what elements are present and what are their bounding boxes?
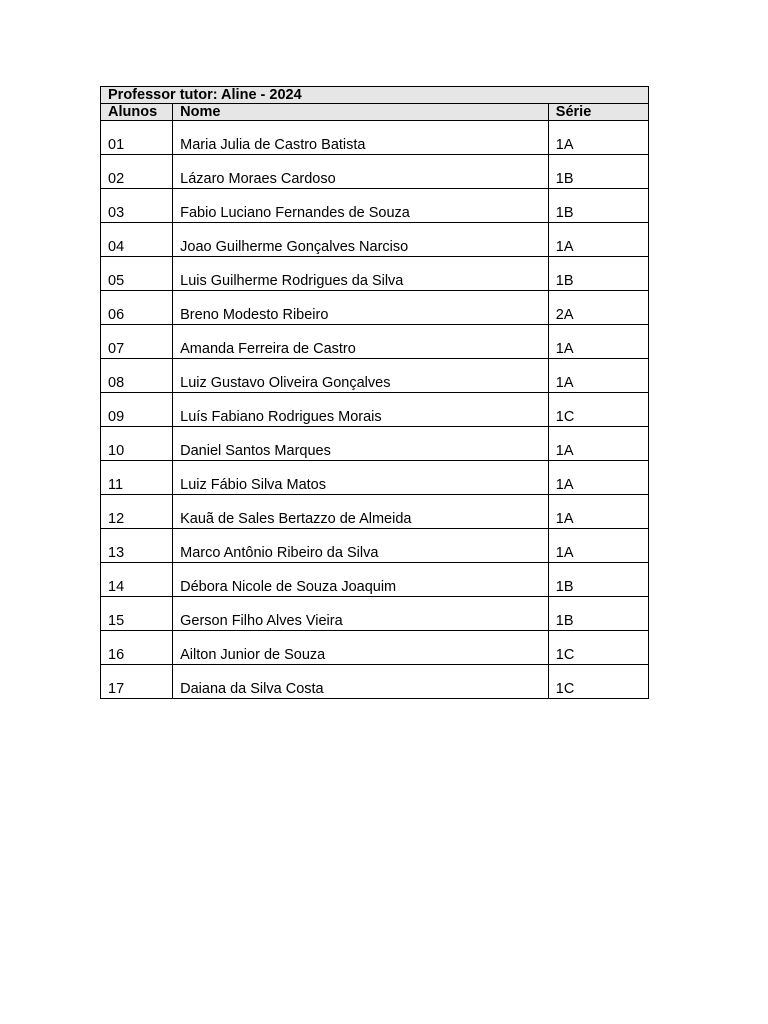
student-number-cell: 02	[101, 155, 173, 189]
student-grade-cell: 1B	[548, 155, 648, 189]
table-title: Professor tutor: Aline - 2024	[101, 87, 649, 104]
header-nome: Nome	[173, 104, 549, 121]
student-number-cell: 12	[101, 495, 173, 529]
table-row	[101, 359, 649, 393]
student-number-cell: 11	[101, 461, 173, 495]
table-row	[101, 427, 649, 461]
student-number-cell: 08	[101, 359, 173, 393]
student-name-cell: Ailton Junior de Souza	[173, 631, 549, 665]
student-number-cell: 15	[101, 597, 173, 631]
table-row	[101, 325, 649, 359]
student-grade-cell: 1C	[548, 631, 648, 665]
student-number-cell: 17	[101, 665, 173, 699]
table-row	[101, 291, 649, 325]
student-grade-cell: 1A	[548, 529, 648, 563]
student-number-cell: 16	[101, 631, 173, 665]
header-serie: Série	[548, 104, 648, 121]
student-name-cell: Joao Guilherme Gonçalves Narciso	[173, 223, 549, 257]
header-row	[101, 104, 649, 121]
table-row	[101, 529, 649, 563]
student-number-cell: 05	[101, 257, 173, 291]
header-alunos: Alunos	[101, 104, 173, 121]
student-number-cell: 10	[101, 427, 173, 461]
table-row	[101, 155, 649, 189]
student-number-cell: 09	[101, 393, 173, 427]
student-grade-cell: 1A	[548, 427, 648, 461]
student-name-cell: Marco Antônio Ribeiro da Silva	[173, 529, 549, 563]
student-number-cell: 13	[101, 529, 173, 563]
student-grade-cell: 1A	[548, 121, 648, 155]
student-name-cell: Kauã de Sales Bertazzo de Almeida	[173, 495, 549, 529]
student-table	[100, 86, 649, 699]
student-number-cell: 06	[101, 291, 173, 325]
student-grade-cell: 1B	[548, 563, 648, 597]
student-number-cell: 01	[101, 121, 173, 155]
student-grade-cell: 1B	[548, 189, 648, 223]
student-grade-cell: 1B	[548, 597, 648, 631]
student-grade-cell: 1A	[548, 461, 648, 495]
table-row	[101, 393, 649, 427]
student-grade-cell: 2A	[548, 291, 648, 325]
student-name-cell: Fabio Luciano Fernandes de Souza	[173, 189, 549, 223]
student-name-cell: Luiz Fábio Silva Matos	[173, 461, 549, 495]
student-grade-cell: 1A	[548, 495, 648, 529]
student-grade-cell: 1B	[548, 257, 648, 291]
student-name-cell: Débora Nicole de Souza Joaquim	[173, 563, 549, 597]
student-name-cell: Maria Julia de Castro Batista	[173, 121, 549, 155]
student-name-cell: Lázaro Moraes Cardoso	[173, 155, 549, 189]
table-row	[101, 223, 649, 257]
student-grade-cell: 1C	[548, 665, 648, 699]
student-number-cell: 14	[101, 563, 173, 597]
table-row	[101, 461, 649, 495]
student-name-cell: Luís Fabiano Rodrigues Morais	[173, 393, 549, 427]
table-row	[101, 563, 649, 597]
student-name-cell: Luiz Gustavo Oliveira Gonçalves	[173, 359, 549, 393]
student-grade-cell: 1A	[548, 325, 648, 359]
student-name-cell: Daiana da Silva Costa	[173, 665, 549, 699]
student-number-cell: 03	[101, 189, 173, 223]
table-row	[101, 495, 649, 529]
table-row	[101, 189, 649, 223]
student-grade-cell: 1A	[548, 359, 648, 393]
table-row	[101, 257, 649, 291]
title-row	[101, 87, 649, 104]
table-row	[101, 121, 649, 155]
table-row	[101, 597, 649, 631]
table-row	[101, 665, 649, 699]
student-name-cell: Daniel Santos Marques	[173, 427, 549, 461]
student-number-cell: 04	[101, 223, 173, 257]
student-grade-cell: 1C	[548, 393, 648, 427]
student-name-cell: Gerson Filho Alves Vieira	[173, 597, 549, 631]
student-grade-cell: 1A	[548, 223, 648, 257]
student-name-cell: Breno Modesto Ribeiro	[173, 291, 549, 325]
student-name-cell: Amanda Ferreira de Castro	[173, 325, 549, 359]
student-number-cell: 07	[101, 325, 173, 359]
table-row	[101, 631, 649, 665]
student-name-cell: Luis Guilherme Rodrigues da Silva	[173, 257, 549, 291]
